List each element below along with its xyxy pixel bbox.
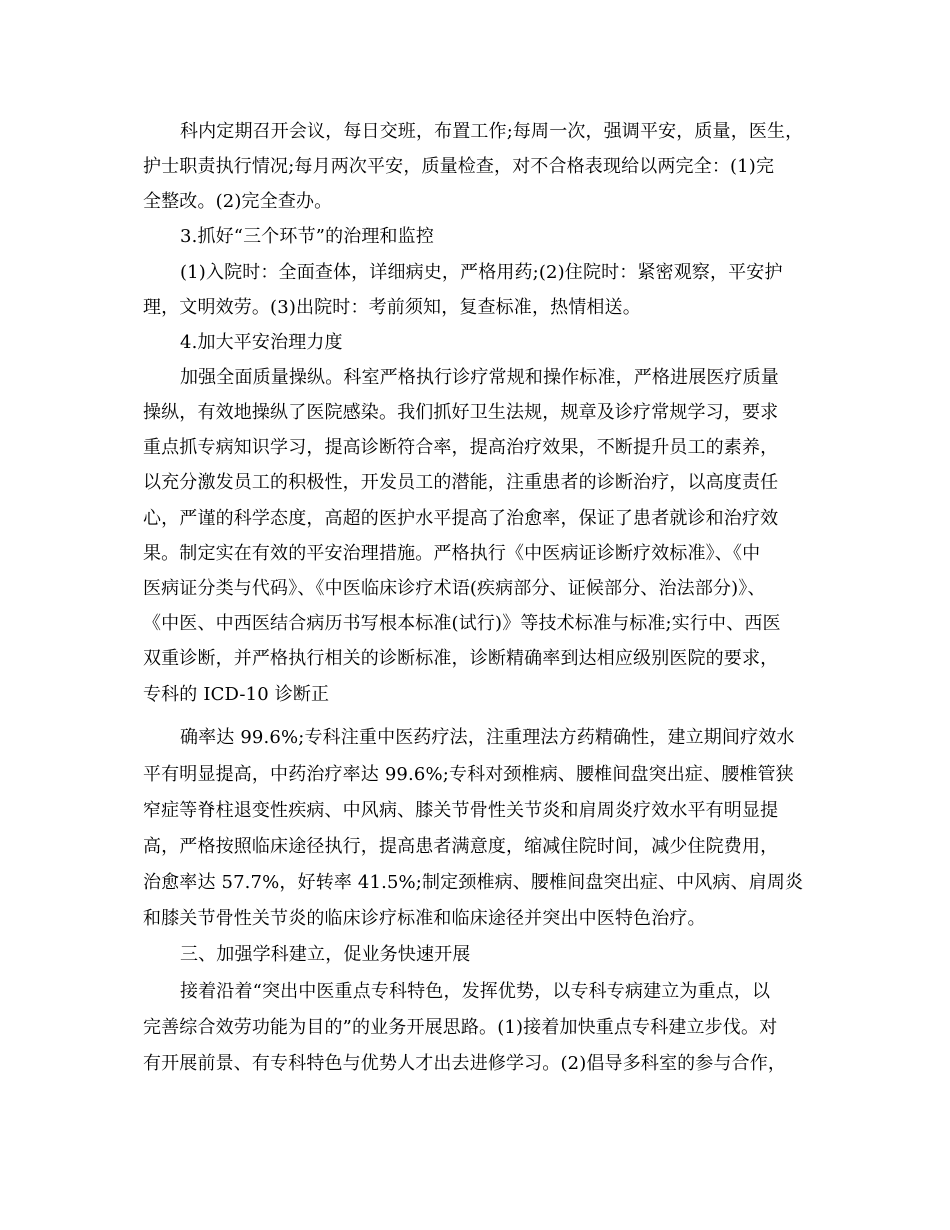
- paragraph-line: 确率达 99.6%;专科注重中医药疗法，注重理法方药精确性，建立期间疗效水: [180, 727, 795, 748]
- paragraph-line: (1)入院时：全面查体，详细病史，严格用药;(2)住院时：紧密观察，平安护: [180, 262, 783, 283]
- paragraph-line: 操纵，有效地操纵了医院感染。我们抓好卫生法规，规章及诊疗常规学习，要求: [143, 402, 779, 423]
- paragraph-line: 和膝关节骨性关节炎的临床诊疗标准和临床途径并突出中医特色治疗。: [143, 908, 706, 929]
- paragraph-line: 果。制定实在有效的平安治理措施。严格执行《中医病证诊断疗效标准》、《中: [143, 543, 761, 564]
- paragraph-line: 双重诊断，并严格执行相关的诊断标准，诊断精确率到达相应级别医院的要求，: [143, 648, 779, 669]
- paragraph-line: 有开展前景、有专科特色与优势人才出去进修学习。(2)倡导多科室的参与合作，: [143, 1053, 787, 1074]
- paragraph-line: 接着沿着“突出中医重点专科特色，发挥优势，以专科专病建立为重点，以: [180, 981, 771, 1002]
- section-heading: 3.抓好“三个环节”的治理和监控: [180, 226, 434, 247]
- paragraph-line: 平有明显提高，中药治疗率达 99.6%;专科对颈椎病、腰椎间盘突出症、腰椎管狭: [143, 764, 794, 785]
- paragraph-line: 护士职责执行情况;每月两次平安，质量检查，对不合格表现给以两完全：(1)完: [143, 156, 775, 177]
- paragraph-line: 高，严格按照临床途径执行，提高患者满意度，缩减住院时间，减少住院费用，: [143, 836, 779, 857]
- paragraph-line: 窄症等脊柱退变性疾病、中风病、膝关节骨性关节炎和肩周炎疗效水平有明显提: [143, 800, 779, 821]
- section-heading: 4.加大平安治理力度: [180, 332, 343, 353]
- paragraph-line: 理，文明效劳。(3)出院时：考前须知，复查标准，热情相送。: [143, 297, 641, 318]
- section-heading: 三、加强学科建立，促业务快速开展: [180, 944, 471, 965]
- paragraph-line: 完善综合效劳功能为目的”的业务开展思路。(1)接着加快重点专科建立步伐。对: [143, 1017, 778, 1038]
- paragraph-line: 医病证分类与代码》、《中医临床诊疗术语(疾病部分、证候部分、治法部分)》、: [143, 578, 766, 599]
- paragraph-line: 加强全面质量操纵。科室严格执行诊疗常规和操作标准，严格进展医疗质量: [180, 367, 779, 388]
- paragraph-line: 心，严谨的科学态度，高超的医护水平提高了治愈率，保证了患者就诊和治疗效: [143, 508, 779, 529]
- paragraph-line: 重点抓专病知识学习，提高诊断符合率，提高治疗效果，不断提升员工的素养，: [143, 437, 779, 458]
- paragraph-line: 科内定期召开会议，每日交班，布置工作;每周一次，强调平安，质量，医生，: [180, 121, 804, 142]
- paragraph-line: 以充分激发员工的积极性，开发员工的潜能，注重患者的诊断治疗，以高度责任: [143, 472, 779, 493]
- paragraph-line: 治愈率达 57.7%，好转率 41.5%;制定颈椎病、腰椎间盘突出症、中风病、肩周炎: [143, 872, 804, 893]
- paragraph-line: 专科的 ICD-10 诊断正: [143, 684, 330, 705]
- paragraph-line: 《中医、中西医结合病历书写根本标准(试行)》等技术标准与标准;实行中、西医: [143, 613, 781, 634]
- paragraph-line: 全整改。(2)完全查办。: [143, 191, 333, 212]
